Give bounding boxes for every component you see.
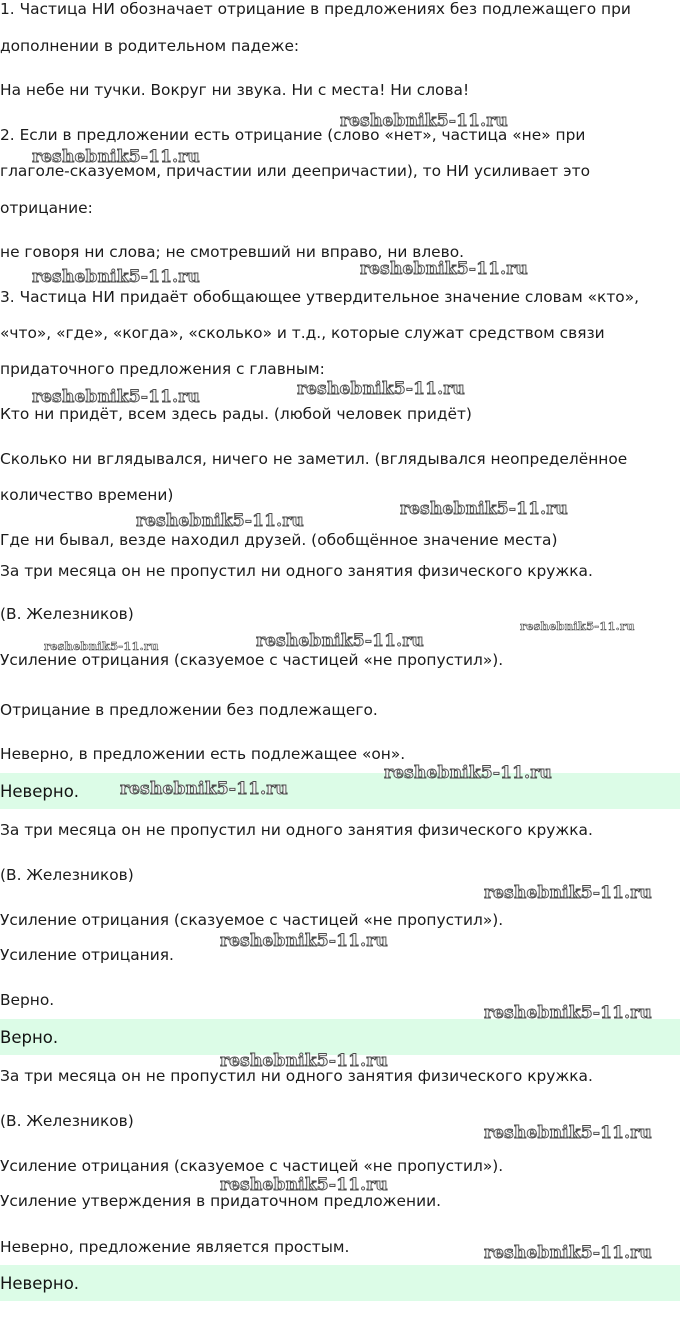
watermark: reshebnik5-11.ru <box>384 763 552 783</box>
theory-rule-2-line-2: глаголе-сказуемом, причастии или деепричастии), то НИ усиливает это <box>0 162 590 180</box>
watermark: reshebnik5-11.ru <box>120 779 288 799</box>
question-3-feedback: Неверно, предложение является простым. <box>0 1238 350 1256</box>
watermark: reshebnik5-11.ru <box>44 639 159 653</box>
watermark: reshebnik5-11.ru <box>484 883 652 903</box>
question-3-verdict: Неверно. <box>0 1274 80 1293</box>
question-3-hint: Усиление отрицания (сказуемое с частицей «не пропустил»). <box>0 1157 504 1175</box>
question-2-feedback: Верно. <box>0 991 55 1009</box>
watermark: reshebnik5-11.ru <box>400 499 568 519</box>
question-1-sentence: За три месяца он не пропустил ни одного занятия физического кружка. <box>0 562 593 580</box>
watermark: reshebnik5-11.ru <box>32 147 200 167</box>
theory-example-2-line-1: Сколько ни вглядывался, ничего не заметил. (вглядывался неопределённое <box>0 450 628 468</box>
question-2-answer-band <box>0 1019 680 1055</box>
question-2-hint: Усиление отрицания (сказуемое с частицей «не пропустил»). <box>0 911 504 929</box>
watermark: reshebnik5-11.ru <box>256 631 424 651</box>
question-3-option[interactable]: Усиление утверждения в придаточном предложении. <box>0 1192 441 1210</box>
theory-example-1: Кто ни придёт, всем здесь рады. (любой человек придёт) <box>0 405 472 423</box>
theory-rule-2-example: не говоря ни слова; не смотревший ни вправо, ни влево. <box>0 243 465 261</box>
watermark: reshebnik5-11.ru <box>484 1123 652 1143</box>
question-3-answer-band <box>0 1265 680 1301</box>
question-1-hint: Усиление отрицания (сказуемое с частицей «не пропустил»). <box>0 651 504 669</box>
question-2-sentence: За три месяца он не пропустил ни одного занятия физического кружка. <box>0 821 593 839</box>
watermark: reshebnik5-11.ru <box>520 619 635 633</box>
watermark: reshebnik5-11.ru <box>32 267 200 287</box>
watermark: reshebnik5-11.ru <box>220 1175 388 1195</box>
theory-rule-3-line-3: придаточного предложения с главным: <box>0 360 325 378</box>
watermark: reshebnik5-11.ru <box>220 1051 388 1071</box>
watermark: reshebnik5-11.ru <box>484 1243 652 1263</box>
theory-rule-3-line-2: «что», «где», «когда», «сколько» и т.д., которые служат средством связи <box>0 324 605 342</box>
question-1-verdict: Неверно. <box>0 782 80 801</box>
watermark: reshebnik5-11.ru <box>136 511 304 531</box>
watermark: reshebnik5-11.ru <box>220 931 388 951</box>
theory-rule-1-line-1: 1. Частица НИ обозначает отрицание в предложениях без подлежащего при <box>0 0 631 18</box>
theory-rule-2-line-3: отрицание: <box>0 199 93 217</box>
theory-example-3: Где ни бывал, везде находил друзей. (обобщённое значение места) <box>0 531 558 549</box>
watermark: reshebnik5-11.ru <box>340 111 508 131</box>
question-2-verdict: Верно. <box>0 1028 59 1047</box>
theory-rule-2-line-1: 2. Если в предложении есть отрицание (слово «нет», частица «не» при <box>0 126 586 144</box>
question-2-author: (В. Железников) <box>0 866 134 884</box>
question-2-option[interactable]: Усиление отрицания. <box>0 946 174 964</box>
watermark: reshebnik5-11.ru <box>297 379 465 399</box>
watermark: reshebnik5-11.ru <box>32 387 200 407</box>
question-1-answer-band <box>0 773 680 809</box>
theory-rule-1-line-2: дополнении в родительном падеже: <box>0 37 300 55</box>
question-1-feedback: Неверно, в предложении есть подлежащее «он». <box>0 745 406 763</box>
watermark: reshebnik5-11.ru <box>360 259 528 279</box>
question-1-option[interactable]: Отрицание в предложении без подлежащего. <box>0 701 378 719</box>
question-3-author: (В. Железников) <box>0 1112 134 1130</box>
question-1-author: (В. Железников) <box>0 605 134 623</box>
theory-rule-3-line-1: 3. Частица НИ придаёт обобщающее утвердительное значение словам «кто», <box>0 288 640 306</box>
watermark: reshebnik5-11.ru <box>484 1003 652 1023</box>
theory-example-2-line-2: количество времени) <box>0 486 174 504</box>
question-3-sentence: За три месяца он не пропустил ни одного занятия физического кружка. <box>0 1067 593 1085</box>
theory-rule-1-example: На небе ни тучки. Вокруг ни звука. Ни с места! Ни слова! <box>0 81 470 99</box>
